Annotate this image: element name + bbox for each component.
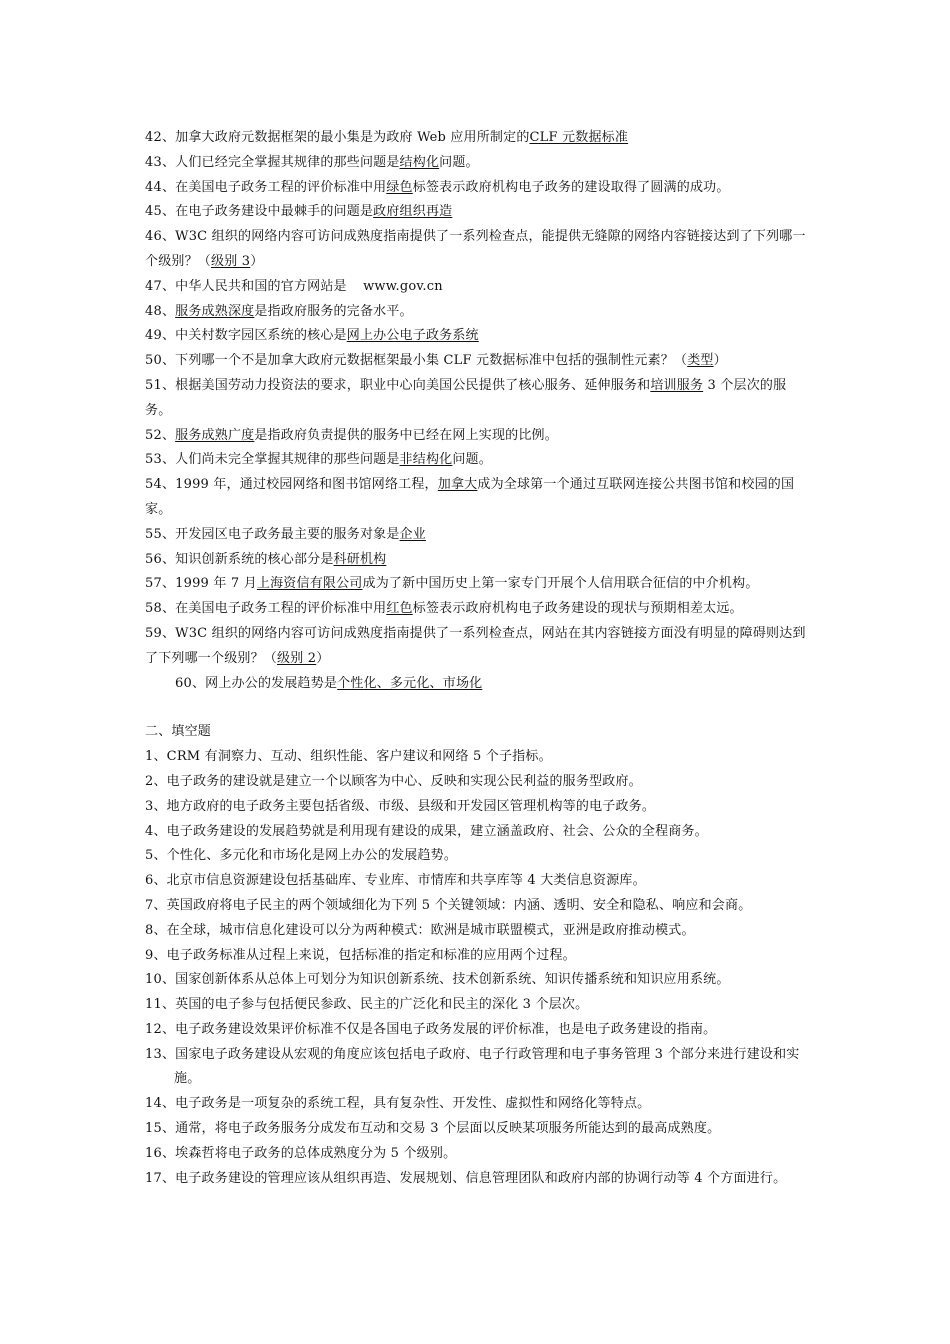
section-title: 二、填空题 [145,724,212,740]
fill-item-14: 14、电子政务是一项复杂的系统工程，具有复杂性、开发性、虚拟性和网络化等特点。 [145,1096,651,1112]
fill-item-5: 5、个性化、多元化和市场化是网上办公的发展趋势。 [145,848,458,864]
section-spacer [145,696,810,720]
answer-47: 47、中华人民共和国的官方网站是 www.gov.cn [145,278,443,294]
fill-item-8: 8、在全球，城市信息化建设可以分为两种模式：欧洲是城市联盟模式，亚洲是政府推动模式。 [145,922,695,938]
answer-46: 46、W3C 组织的网络内容可访问成熟度指南提供了一系列检查点，能提供无缝隙的网络内容链接达到了下列哪一个级别？（级别 3） [145,229,806,269]
answer-48: 48、服务成熟深度是指政府服务的完备水平。 [145,303,413,319]
answer-43: 43、人们已经完全掌握其规律的那些问题是结构化问题。 [145,154,479,170]
fill-item-2: 2、电子政务的建设就是建立一个以顾客为中心、反映和实现公民利益的服务型政府。 [145,773,642,789]
fill-item-13: 13、国家电子政务建设从宏观的角度应该包括电子政府、电子行政管理和电子事务管理 3 个部分来进行建设和实施。 [145,1046,800,1087]
gov-website-link: www.gov.cn [363,278,443,294]
answer-42: 42、加拿大政府元数据框架的最小集是为政府 Web 应用所制定的CLF 元数据标准 [145,130,629,145]
answer-50: 50、下列哪一个不是加拿大政府元数据框架最小集 CLF 元数据标准中包括的强制性元素？（类型） [145,353,727,369]
answer-56: 56、知识创新系统的核心部分是科研机构 [145,551,387,567]
fill-item-9: 9、电子政务标准从过程上来说，包括标准的指定和标准的应用两个过程。 [145,947,576,963]
answer-58: 58、在美国电子政务工程的评价标准中用红色标签表示政府机构电子政务建设的现状与预期相差太远。 [145,601,743,617]
fill-item-6: 6、北京市信息资源建设包括基础库、专业库、市情库和共享库等 4 大类信息资源库。 [145,873,646,889]
answer-57: 57、1999 年 7 月上海资信有限公司成为了新中国历史上第一家专门开展个人信用联合征信的中介机构。 [145,576,759,592]
fill-item-7: 7、英国政府将电子民主的两个领域细化为下列 5 个关键领域：内涵、透明、安全和隐私、响应和会商。 [145,897,752,913]
answer-44: 44、在美国电子政务工程的评价标准中用绿色标签表示政府机构电子政务的建设取得了圆满的成功。 [145,179,730,195]
fill-item-10: 10、国家创新体系从总体上可划分为知识创新系统、技术创新系统、知识传播系统和知识应用系统。 [145,972,730,988]
answer-53: 53、人们尚未完全掌握其规律的那些问题是非结构化问题。 [145,452,492,468]
fill-item-17: 17、电子政务建设的管理应该从组织再造、发展规划、信息管理团队和政府内部的协调行动等 4 个方面进行。 [145,1170,787,1186]
fill-item-4: 4、电子政务建设的发展趋势就是利用现有建设的成果，建立涵盖政府、社会、公众的全程商务。 [145,823,708,839]
answer-59: 59、W3C 组织的网络内容可访问成熟度指南提供了一系列检查点，网站在其内容链接方面没有明显的障碍则达到了下列哪一个级别？（级别 2） [145,625,806,666]
answer-60: 60、网上办公的发展趋势是个性化、多元化、市场化 [175,675,483,691]
document-page [145,126,810,1191]
fill-item-16: 16、埃森哲将电子政务的总体成熟度分为 5 个级别。 [145,1145,457,1161]
fill-item-12: 12、电子政务建设效果评价标准不仅是各国电子政务发展的评价标准，也是电子政务建设的指南。 [145,1021,717,1037]
answer-54: 54、1999 年，通过校园网络和图书馆网络工程，加拿大成为全球第一个通过互联网连接公共图书馆和校园的国家。 [145,477,795,517]
fill-item-1: 1、CRM 有洞察力、互动、组织性能、客户建议和网络 5 个子指标。 [145,749,552,765]
fill-item-11: 11、英国的电子参与包括便民参政、民主的广泛化和民主的深化 3 个层次。 [145,997,589,1013]
answer-49: 49、中关村数字园区系统的核心是网上办公电子政务系统 [145,328,479,344]
answer-52: 52、服务成熟广度是指政府负责提供的服务中已经在网上实现的比例。 [145,427,558,443]
fill-item-15: 15、通常，将电子政务服务分成发布互动和交易 3 个层面以反映某项服务所能达到的最高成熟度。 [145,1121,721,1137]
answer-55: 55、开发园区电子政务最主要的服务对象是企业 [145,526,426,542]
answer-45: 45、在电子政务建设中最棘手的问题是政府组织再造 [145,204,453,220]
fill-item-3: 3、地方政府的电子政务主要包括省级、市级、县级和开发园区管理机构等的电子政务。 [145,798,656,814]
answer-51: 51、根据美国劳动力投资法的要求，职业中心向美国公民提供了核心服务、延伸服务和培训服务 3 个层次的服务。 [145,377,787,418]
